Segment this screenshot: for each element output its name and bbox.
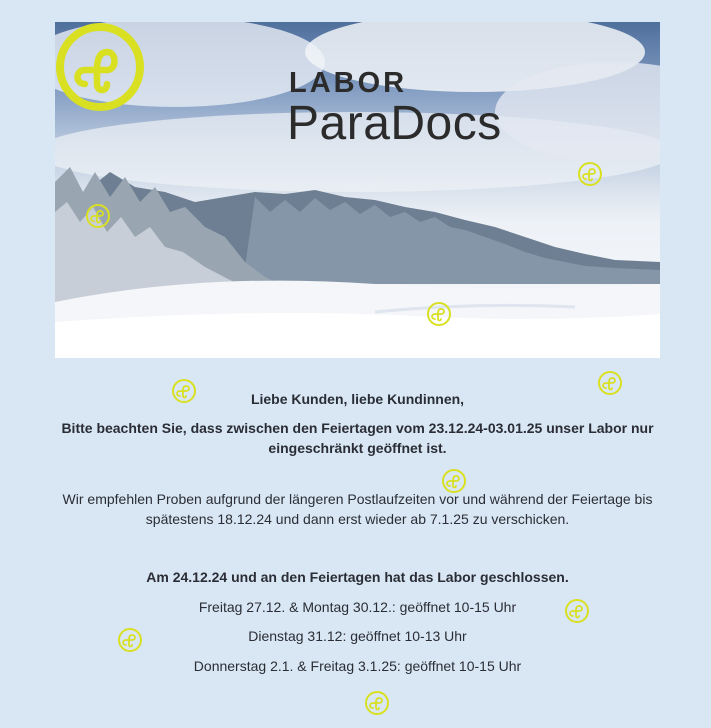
opening-hours-line: Dienstag 31.12: geöffnet 10-13 Uhr [248, 628, 467, 644]
closed-notice-text: Am 24.12.24 und an den Feiertagen hat das Labor geschlossen. [146, 569, 569, 585]
greeting-text: Liebe Kunden, liebe Kundinnen, [250, 391, 465, 407]
logo-label-labor: LABOR [289, 67, 408, 99]
paradocs-logo-icon [55, 22, 145, 112]
opening-hours-line: Freitag 27.12. & Montag 30.12.: geöffnet 10-15 Uhr [198, 599, 517, 615]
logo-bubble-icon [85, 203, 111, 229]
holiday-notice-text: Bitte beachten Sie, dass zwischen den Feiertagen vom 23.12.24-03.01.25 unser Labor nur eingeschränkt geöffnet ist. [61, 420, 654, 456]
opening-hours-line: Donnerstag 2.1. & Freitag 3.1.25: geöffnet 10-15 Uhr [193, 658, 522, 674]
logo-bubble-icon [577, 161, 603, 187]
hero-banner [55, 22, 660, 358]
logo-label-paradocs: ParaDocs [287, 97, 502, 150]
logo-bubble-icon [364, 690, 390, 716]
logo-bubble-icon [426, 301, 452, 327]
recommendation-text: Wir empfehlen Proben aufgrund der längeren Postlaufzeiten vor und während der Feiertage bis spätestens 18.12.24 und dann erst wieder ab 7.1.25 zu verschicken. [62, 491, 653, 527]
